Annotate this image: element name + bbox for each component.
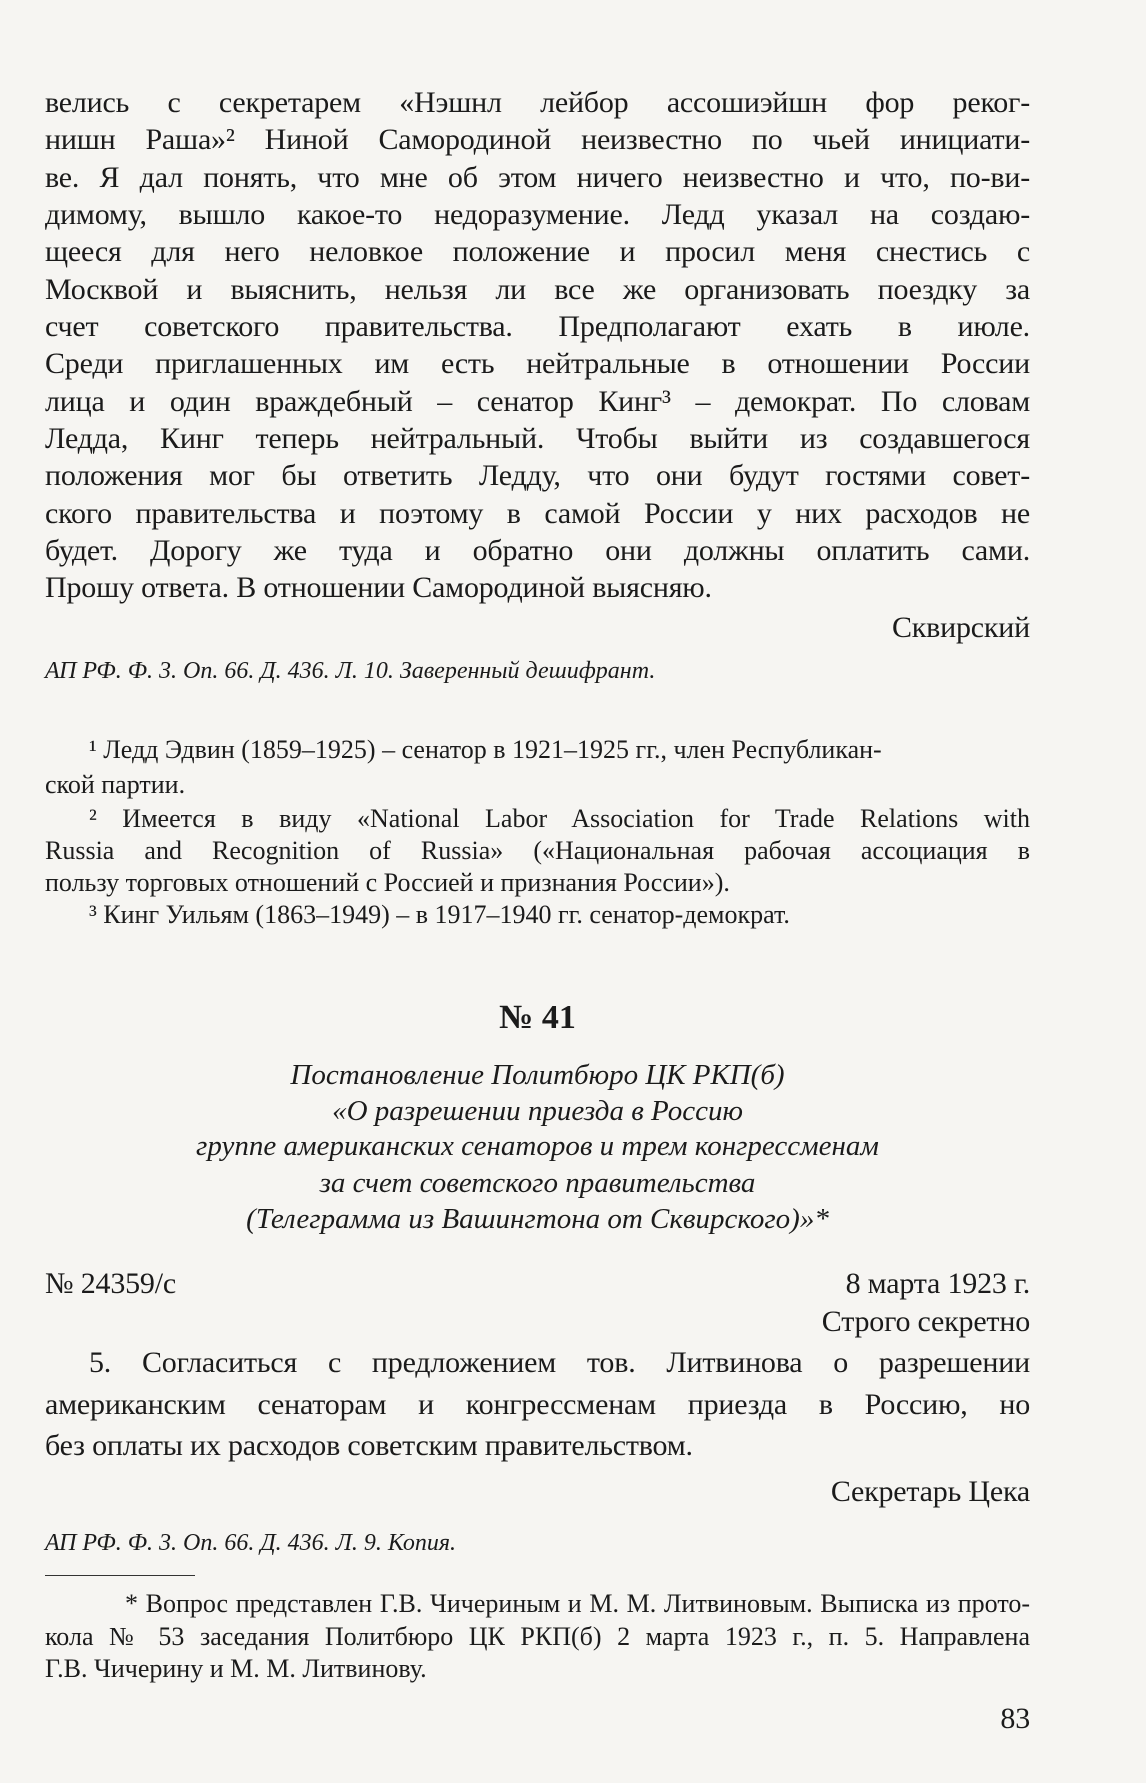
page-number: 83 [1000, 1702, 1030, 1735]
document-title-line: группе американских сенаторов и трем конгрессменам [196, 1130, 879, 1162]
text-line: без оплаты их расходов советским правительством. [45, 1429, 693, 1462]
classification: Строго секретно [821, 1305, 1030, 1338]
archive-source: АП РФ. Ф. 3. Оп. 66. Д. 436. Л. 9. Копия. [45, 1530, 457, 1556]
footnote-line: ³ Кинг Уильям (1863–1949) – в 1917–1940 гг. сенатор-демократ. [89, 900, 790, 929]
text-line: нишн Раша»² Ниной Самородиной неизвестно по чьей инициати- [45, 123, 1030, 156]
footnote-line: Г.В. Чичерину и М. М. Литвинову. [45, 1654, 427, 1683]
text-line: положения мог бы ответить Ледду, что они будут гостями совет- [45, 459, 1030, 492]
text-line: Прошу ответа. В отношении Самородиной выясняю. [45, 571, 712, 604]
document-title-line: «О разрешении приезда в Россию [332, 1095, 743, 1127]
text-line: Москвой и выяснить, нельзя ли все же организовать поездку за [45, 273, 1030, 306]
text-line: будет. Дорогу же туда и обратно они должны оплатить сами. [45, 534, 1030, 567]
footnote-divider [45, 1575, 195, 1576]
footnote-line: пользу торговых отношений с Россией и признания России»). [45, 868, 730, 897]
archive-source: АП РФ. Ф. 3. Оп. 66. Д. 436. Л. 10. Заверенный дешифрант. [45, 658, 656, 684]
footnote-line: ¹ Ледд Эдвин (1859–1925) – сенатор в 1921–1925 гг., член Республикан- [89, 735, 882, 764]
document-title-line: за счет советского правительства [319, 1167, 756, 1199]
document-title-line: Постановление Политбюро ЦК РКП(б) [290, 1059, 785, 1091]
text-line: американским сенаторам и конгрессменам приезда в Россию, но [45, 1388, 1030, 1421]
document-number: № 41 [499, 999, 576, 1036]
text-line: щееся для него неловкое положение и просил меня снестись с [45, 235, 1030, 268]
document-date: 8 марта 1923 г. [845, 1267, 1030, 1300]
text-line: Ледда, Кинг теперь нейтральный. Чтобы выйти из создавшегося [45, 422, 1030, 455]
signature: Секретарь Цека [830, 1475, 1030, 1508]
footnote-line: кола № 53 заседания Политбюро ЦК РКП(б) 2 марта 1923 г., п. 5. Направлена [45, 1622, 1030, 1651]
footnote-line: Russia and Recognition of Russia» («Национальная рабочая ассоциация в [45, 836, 1030, 865]
text-line: лица и один враждебный – сенатор Кинг³ – демократ. По словам [45, 385, 1030, 418]
text-line: велись с секретарем «Нэшнл лейбор ассошиэйшн фор реког- [45, 86, 1030, 119]
text-line: димому, вышло какое-то недоразумение. Ледд указал на создаю- [45, 198, 1030, 231]
footnote-line: ской партии. [45, 770, 186, 799]
footnote-line: ² Имеется в виду «National Labor Association for Trade Relations with [89, 804, 1030, 833]
document-title-line: (Телеграмма из Вашингтона от Сквирского)»* [246, 1203, 829, 1235]
text-line: ве. Я дал понять, что мне об этом ничего неизвестно и что, по-ви- [45, 161, 1030, 194]
text-line: Среди приглашенных им есть нейтральные в отношении России [45, 347, 1030, 380]
text-line: счет советского правительства. Предполагают ехать в июле. [45, 310, 1030, 343]
footnote-line: * Вопрос представлен Г.В. Чичериным и М. М. Литвиновым. Выписка из прото- [125, 1589, 1030, 1618]
text-line: 5. Согласиться с предложением тов. Литвинова о разрешении [89, 1346, 1030, 1379]
signature: Сквирский [891, 611, 1030, 644]
registration-number: № 24359/с [45, 1267, 176, 1300]
text-line: ского правительства и поэтому в самой России у них расходов не [45, 497, 1030, 530]
